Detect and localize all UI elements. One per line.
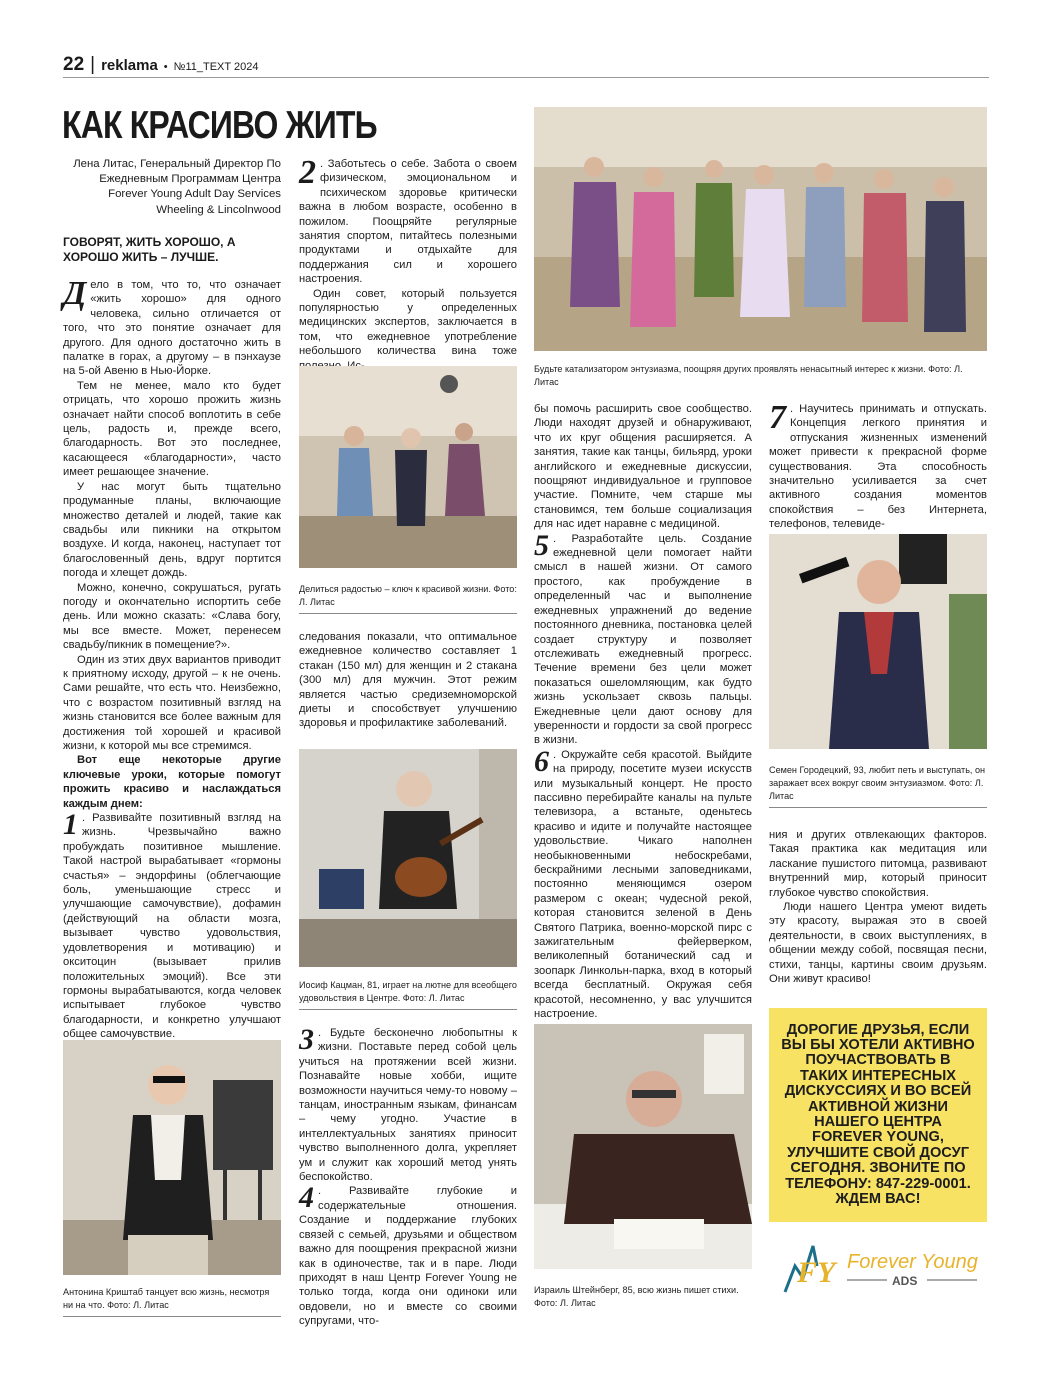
page-number: 22 [63,54,85,75]
tip-7-number: 7 [769,399,786,436]
photo-couple-dance [299,366,517,568]
photo-dancing-woman [63,1040,281,1275]
promo-box [769,1008,987,1222]
issue-label: №11_TEXT 2024 [173,61,259,73]
tip-2-number: 2 [299,154,316,191]
lessons-intro: Вот еще некоторые другие ключевые уроки, которые помогут прожить красиво и наслаждаться каждым днем: [63,754,281,810]
tip-2-paragraph-3: следования показали, что оптимальное ежедневное количество составляет 1 стакан (150 мл) для женщин и 2 стакана (300 мл) для мужчин. Этот режим является частью средиземноморской диеты и способствует улучшению здоровья и профилактике заболеваний. [299,631,517,730]
intro-dropcap: Д [63,275,87,312]
tip-6-number: 6 [534,744,549,778]
tip-5-text: . Разработайте цель. Создание ежедневной цели помогает найти смысл в нашей жизни. От самого простого, как пробуждение в определенный час и выполнение ежедневных упражнений до ведение постоянного дневника, постановка целей создает структуру и позволяет отслеживать ежедневный прогресс. Течение времени без цели может показаться ошеломляющим, как будто жизнь ускользает сквозь пальцы. Ежедневные цели дают основу для уверенности и гордости за свой прогресс в жизни. [534,532,752,747]
article-title: КАК КРАСИВО ЖИТЬ [62,104,377,147]
tip-7-continued: ния и других отвлекающих факторов. Такая практика как медитация или ласкание пушистого питомца, развивают внутренний мир, который приносит глубокое чувство спокойствия. [769,829,987,899]
tip-6-text: . Окружайте себя красотой. Выйдите на природу, посетите музеи искусств или музыкальный концерт. Не просто пассивно перебирайте каналы на пульте телевизора, а встаньте, оденьтесь красиво и идите и получайте настоящее удовольствие. Чикаго наполнен необыкновенными небоскребами, бескрайними лесными заповедниками, постоянно меняющимся озером размером с океан; чудесной рекой, которая становится зеленой в День Святого Патрика, военно-морской пирс с зажигательным фейерверком, великолепный ботанический сад и зоопарк Линкольн-парка, вход в который всегда бесплатный. Окружая себя красотой, несомненно, у вас улучшится настроение. [534,748,752,1021]
intro-paragraph-5: Один из этих двух вариантов приводит к приятному исходу, другой – к не очень. Сами решайте, что есть что. Неизбежно, что с возрастом позитивный взгляд на жизнь становится все более важным для достижения той хорошей и красивой жизни, к которой мы все стремимся. [63,653,281,752]
photo-dance-circle [534,107,987,351]
promo-text: ДОРОГИЕ ДРУЗЬЯ, ЕСЛИ ВЫ БЫ ХОТЕЛИ АКТИВНО ПОУЧАСТВОВАТЬ В ТАКИХ ИНТЕРЕСНЫХ ДИСКУССИЯХ И ВО ВСЕЙ АКТИВНОЙ ЖИЗНИ НАШЕГО ЦЕНТРА FOREVER YOUNG, УЛУЧШИТЕ СВОЙ ДОСУГ СЕГОДНЯ. ЗВОНИТЕ ПО ТЕЛЕФОНУ: 847-229-0001. ЖДЕМ ВАС! [781,1021,975,1208]
column-2-text-bottom [299,1023,517,1328]
intro-paragraph-4: Можно, конечно, сокрушаться, ругать погоду и окончательно испортить себе день. Или можно сказать: «Слава богу, мы все вместе. Может, перенесем свадьбу/пикник в помещение?». [63,581,281,652]
intro-paragraph: ело в том, что то, что означает «жить хорошо» для одного человека, сильно отличается от того, что это понятие означает для другого. Для одного достаточно жить в палатке в горах, а другому – в пэнхаузе на 5-ой Авеню в Нью-Йорке. [63,279,281,378]
tip-1-number: 1 [63,808,78,842]
column-1-text [63,275,281,1041]
column-4-text-top [769,399,987,531]
section-name: reklama [101,57,158,74]
tip-4-text: . Развивайте глубокие и содержательные отношения. Создание и поддержание глубоких связей с семьей, друзьями и обществом важно для поощрения прекрасной жизни как в одиночестве, так и в паре. Люди приходят в наш Центр Forever Young не только тогда, когда они одиноки или овдовели, но и вместе со своими супругами, что- [299,1185,517,1328]
tip-2-paragraph-2: Один совет, который пользуется популярностью у определенных медицинских экспертов, заключается в том, что ежедневное употребление небольшого количества вина тоже [299,287,517,358]
tip-3-text: . Будьте бесконечно любопытны к жизни. Поставьте перед собой цель учиться на протяжении всей жизни. Познавайте новые хобби, ищите возможности научиться чему-то новому – танцам, иностранным языкам, финансам – чему угодно. Участие в интеллектуальных занятиях приносит чувство выполненного долга, укрепляет ум и служит как хороший метод унять беспокойство. [299,1027,517,1184]
header-separator: | [90,54,96,75]
tip-5-number: 5 [534,528,549,562]
column-2-text-middle [299,630,517,740]
photo-writer [534,1024,752,1269]
column-3-text [534,402,752,1021]
logo-brand: Forever Young [847,1251,978,1273]
column-2-text-top [299,154,517,358]
caption-singer: Семен Городецкий, 93, любит петь и выступать, он заражает всех вокруг своим энтузиазмом. Фото: Л. Литас [769,764,987,808]
caption-writer: Израиль Штейнберг, 85, всю жизнь пишет стихи. Фото: Л. Литас [534,1285,739,1308]
logo-mark: FY [797,1256,836,1289]
page-header [63,54,989,78]
caption-lute: Иосиф Кацман, 81, играет на лютне для всеобщего удовольствия в Центре. Фото: Л. Литас [299,979,517,1010]
header-bullet: • [163,61,168,73]
tip-4-number: 4 [299,1181,314,1215]
photo-singer [769,534,987,749]
tip-1-text: . Развивайте позитивный взгляд на жизнь. Чрезвычайно важно пробуждать позитивное мышление. Такой настрой вырабатывает «гормоны счастья» – эндорфины (облегчающие боль, уменьшающие стресс и улучшающие самочувствие), дофамин (действующий на области мозга, вызывает чувство удовольствия, удовлетворения и мотивацию) и окситоцин (вызывает прилив положительных эмоций). Все эти гормоны вырабатываются, когда человек испытывает глубокое чувство благодарности, и конкретно улучшают общее самочувствие. [63,812,281,1041]
caption-dance-circle: Будьте катализатором энтузиазма, поощряя других проявлять ненасытный интерес к жизни. Фото: Л. Литас [534,364,963,387]
intro-paragraph-2: Тем не менее, мало кто будет отрицать, что хорошо прожить жизнь означает найти способ воплотить в себе цель, радость и, прежде всего, благодарность. Вот это последнее, касающееся «благодарности», часто имеет решающее значение. [63,379,281,479]
tip-2-text: . Заботьтесь о себе. Забота о своем физическом, эмоциональном и психическом здоровье критически важна в любом возрасте, особенно в пожилом. Поощряйте регулярные занятия спортом, питайтесь полезными продуктами и отдыхайте для поддержания сил и хорошего настроения. [299,158,517,286]
tip-4-continued: бы помочь расширить свое сообщество. Люди находят друзей и обнаруживают, что их круг общения расширяется. А занятия, такие как танцы, бильярд, уроки английского и ежедневные дискуссии, поощряют индивидуальное и групповое участие. Помните, чем старше мы становимся, тем больше социализация для нас идет наравне с медициной. [534,403,752,531]
intro-paragraph-3: У нас могут быть тщательно продуманные планы, включающие множество деталей и людей, такие как свадьбы или пикники на открытом воздухе. И когда, наконец, наступает тот благословенный день, вдруг портится погода и хлещет дождь. [63,480,281,580]
photo-lute-player [299,749,517,967]
tip-3-number: 3 [299,1023,314,1056]
tip-7-text: . Научитесь принимать и отпускать. Концепция легкого принятия и отпускания жизненных изменений может привести к прекрасной форме существования. Эта способность значительно усиливается за счет активного создания моментов спокойствия – без Интернета, телефонов, телевиде- [769,403,987,531]
closing-paragraph: Люди нашего Центра умеют видеть эту красоту, выражая это в своей деятельности, в своих выступлениях, в общении между собой, посвящая песни, стихи, танцы, картины своим друзьям. Они живут красиво! [769,901,987,986]
caption-couple-dance: Делиться радостью – ключ к красивой жизни. Фото: Л. Литас [299,583,517,614]
byline: Лена Литас, Генеральный Директор По Ежедневным Программам Центра Forever Young Adult Day Services Wheeling & Lincolnwood [73,158,281,216]
forever-young-logo [777,1236,987,1298]
logo-sub: ADS [892,1274,918,1288]
lead-heading: ГОВОРЯТ, ЖИТЬ ХОРОШО, А ХОРОШО ЖИТЬ – ЛУЧШЕ. [63,235,236,264]
caption-dancing-woman: Антонина Криштаб танцует всю жизнь, несмотря ни на что. Фото: Л. Литас [63,1286,281,1317]
column-4-text-middle [769,828,987,998]
